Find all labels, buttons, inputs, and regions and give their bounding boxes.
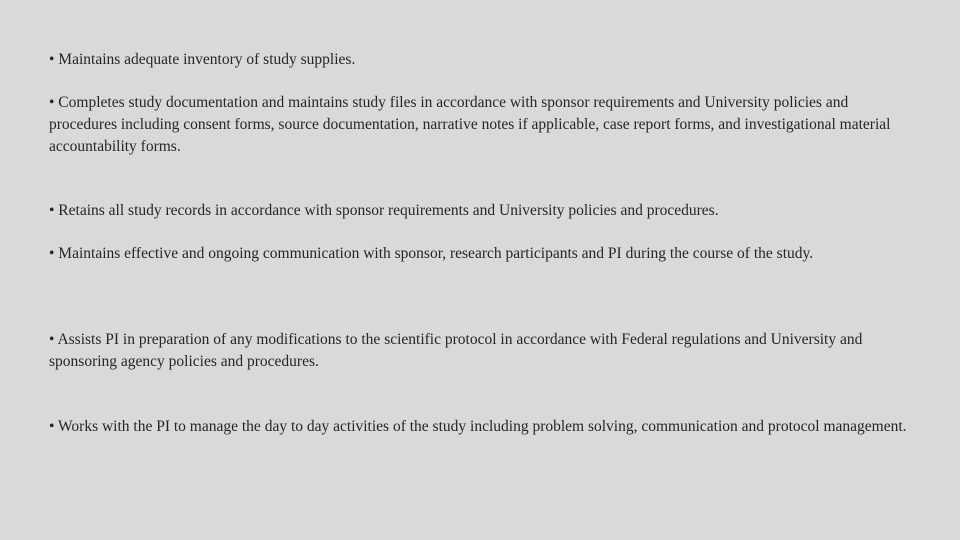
bullet-protocol-modifications: • Assists PI in preparation of any modifications to the scientific protocol in accordance with Federal regulations and University and sponsoring agency policies and procedures. [49,331,863,370]
bullet-communication: • Maintains effective and ongoing communication with sponsor, research participants and PI during the course of the study. [49,245,814,262]
bullet-retains-records: • Retains all study records in accordance with sponsor requirements and University policies and procedures. [49,202,719,219]
bullet-study-documentation: • Completes study documentation and maintains study files in accordance with sponsor requirements and University policies and procedures including consent forms, source documentation, narrative notes if applicable, case report forms, and investigational material accountability forms. [49,94,891,155]
bullet-inventory-supplies: • Maintains adequate inventory of study supplies. [49,51,356,68]
bullet-daily-activities: • Works with the PI to manage the day to day activities of the study including problem solving, communication and protocol management. [49,418,907,435]
